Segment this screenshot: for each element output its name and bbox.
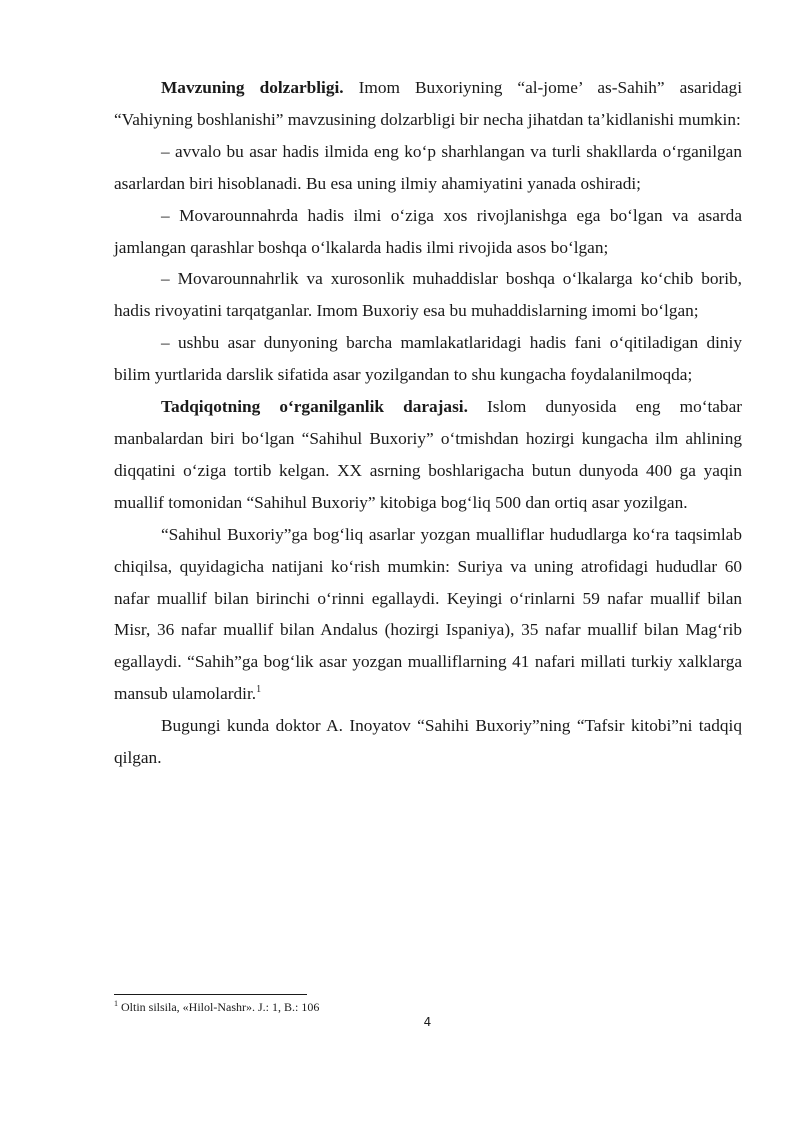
section-heading-relevance: Mavzuning dolzarbligi.	[161, 78, 344, 97]
list-item	[114, 327, 742, 391]
footnote-reference[interactable]: 1	[256, 684, 262, 696]
page-number: 4	[423, 1015, 432, 1029]
body-text	[114, 72, 742, 774]
paragraph-relevance	[114, 72, 742, 136]
paragraph-text: Imom Buxoriyning “al-jome’ as-Sahih” asaridagi “Vahiyning boshlanishi” mavzusining dolzarbligi bir necha jihatdan ta’kidlanishi mumkin:	[114, 78, 742, 129]
paragraph-today	[114, 710, 742, 774]
list-item-text: – ushbu asar dunyoning barcha mamlakatlaridagi hadis fani o‘qitiladigan diniy bilim yurtlarida darslik sifatida asar yozilgandan to shu kungacha foydalanilmoqda;	[114, 333, 742, 385]
list-item-text: – Movarounnahrlik va xurosonlik muhaddislar boshqa o‘lkalarga ko‘chib borib, hadis rivoyatini tarqatganlar. Imom Buxoriy esa bu muhaddislarning imomi bo‘lgan;	[114, 269, 742, 321]
paragraph-text: “Sahihul Buxoriy”ga bog‘liq asarlar yozgan mualliflar hududlarga ko‘ra taqsimlab chiqilsa, quyidagicha natijani ko‘rish mumkin: Suriya va uning atrofidagi hududlar 60 nafar muallif bilan birinchi o‘rinni egallaydi. Keyingi o‘rinlarni 59 nafar muallif bilan Misr, 36 nafar muallif bilan Andalus (hozirgi Ispaniya), 35 nafar muallif bilan Mag‘rib egallaydi. “Sahih”ga bog‘lik asar yozgan mualliflarning 41 nafari millati turkiy xalklarga mansub ulamolardir.	[114, 524, 742, 704]
list-item	[114, 200, 742, 264]
list-item-text: – Movarounnahrda hadis ilmi o‘ziga xos rivojlanishga ega bo‘lgan va asarda jamlangan qarashlar boshqa o‘lkalarda hadis ilmi rivojida asos bo‘lgan;	[114, 205, 742, 257]
footnote-text: Oltin silsila, «Hilol-Nashr». J.: 1, B.: 106	[118, 1000, 320, 1014]
footnote	[114, 1000, 742, 1015]
paragraph-authors	[114, 519, 742, 710]
section-heading-research-level: Tadqiqotning o‘rganilganlik darajasi.	[161, 397, 468, 417]
footnote-marker: 1	[114, 999, 118, 1008]
paragraph-text: Islom dunyosida eng mo‘tabar manbalardan biri bo‘lgan “Sahihul Buxoriy” o‘tmishdan hozirgi kungacha ilm ahlining diqqatini o‘ziga tortib kelgan. XX asrning boshlarigacha butun dunyoda 400 ga yaqin muallif tomonidan “Sahihul Buxoriy” kitobiga bog‘liq 500 dan ortiq asar yozilgan.	[114, 397, 742, 512]
list-item	[114, 136, 742, 200]
paragraph-research-level	[114, 391, 742, 519]
paragraph-text: Bugungi kunda doktor A. Inoyatov “Sahihi Buxoriy”ning “Tafsir kitobi”ni tadqiq qilgan.	[114, 716, 742, 768]
list-item	[114, 263, 742, 327]
footnote-separator	[114, 994, 307, 995]
list-item-text: – avvalo bu asar hadis ilmida eng ko‘p sharhlangan va turli shakllarda o‘rganilgan asarlardan biri hisoblanadi. Bu esa uning ilmiy ahamiyatini yanada oshiradi;	[114, 141, 742, 193]
